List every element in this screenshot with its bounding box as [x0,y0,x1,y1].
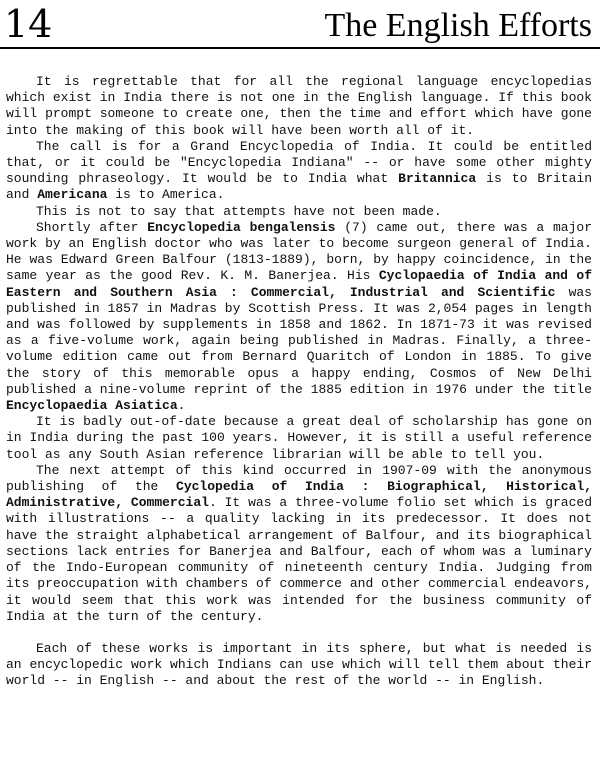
paragraph-text: It is badly out-of-date because a great deal of scholarship has gone on in India during the past 100 years. However, it is still a useful reference tool as any South Asian reference librarian will be able to tell you. [6,414,592,462]
paragraph-text: is to America. [107,187,225,203]
body-paragraph [6,220,592,414]
bold-title-text: Americana [37,187,108,203]
page-header [0,0,600,50]
paragraph-text: The call is for a Grand Encyclopedia of India. It could be entitled that, or it could be "Encyclopedia Indiana" -- or have some other mighty sounding phraseology. It would be to India what [6,138,592,187]
paragraph-text: Shortly after [36,219,148,235]
bold-title-text: Encyclopaedia Asiatica [6,398,178,414]
bold-title-text: Cyclopedia of India : Biographical, Historical, Administrative, Commercial [6,479,592,511]
bold-title-text: Britannica [398,171,477,187]
paragraph-text: The next attempt of this kind occurred in 1907-09 with the anonymous publishing of the [6,462,592,495]
paragraph-text: It is regrettable that for all the regional language encyclopedias which exist in India there is not one in the English language. If this book will prompt someone to create one, then the time and effort which have gone into the making of this book will have been worth all of it. [6,74,592,138]
paragraph-text: Each of these works is important in its sphere, but what is needed is an encyclopedic work which Indians can use which will tell them about their world -- in English -- and about the rest of the world -- in English. [6,640,592,689]
paragraph-text: (7) came out, there was a major work by an English doctor who was later to become surgeon general of India. He was Edward Green Balfour (1813-1889), born, by happy coincidence, in the same year as the good Rev. K. M. Banerjea. His [6,219,593,284]
paragraph-text: was published in 1857 in Madras by Scottish Press. It was 2,054 pages in length and was followed by supplements in 1858 and 1862. In 1871-73 it was revised as a five-volume work, again being published in Madras. Finally, a three-volume edition came out from Bernard Quaritch of London in 1885. To give the story of this memorable opus a happy ending, Cosmos of New Delhi published a nine-volume reprint of the 1885 edition in 1976 under the title [6,284,592,397]
body-paragraph [6,463,592,625]
page-number: 14 [4,2,53,46]
body-paragraph [6,204,592,220]
paragraph-text: is to Britain and [6,171,593,203]
body-paragraph [6,414,592,463]
bold-title-text: Cyclopaedia of India and of Eastern and Southern Asia : Commercial, Industrial and Scientific [6,268,592,300]
paragraph-text: . It was a three-volume folio set which is graced with illustrations -- a quality lacking in its predecessor. It does not have the straight alphabetical arrangement of Balfour, and its biographical sections lack entries for Banerjea and Balfour, each of whom was a luminary of the Indo-European community of nineteenth century India. Judging from its preoccupation with chambers of commerce and other commercial endeavors, it would seem that this work was intended for the business community of India at the turn of the century. [6,495,593,624]
body-paragraph [6,139,592,204]
body-paragraph [6,641,592,690]
header-rule [0,47,600,49]
running-title: The English Efforts [324,7,592,44]
body-text [6,74,592,690]
paragraph-text: This is not to say that attempts have not been made. [36,203,442,219]
paragraph-text: . [177,398,186,414]
body-paragraph [6,74,592,139]
bold-title-text: Encyclopedia bengalensis [147,219,336,235]
